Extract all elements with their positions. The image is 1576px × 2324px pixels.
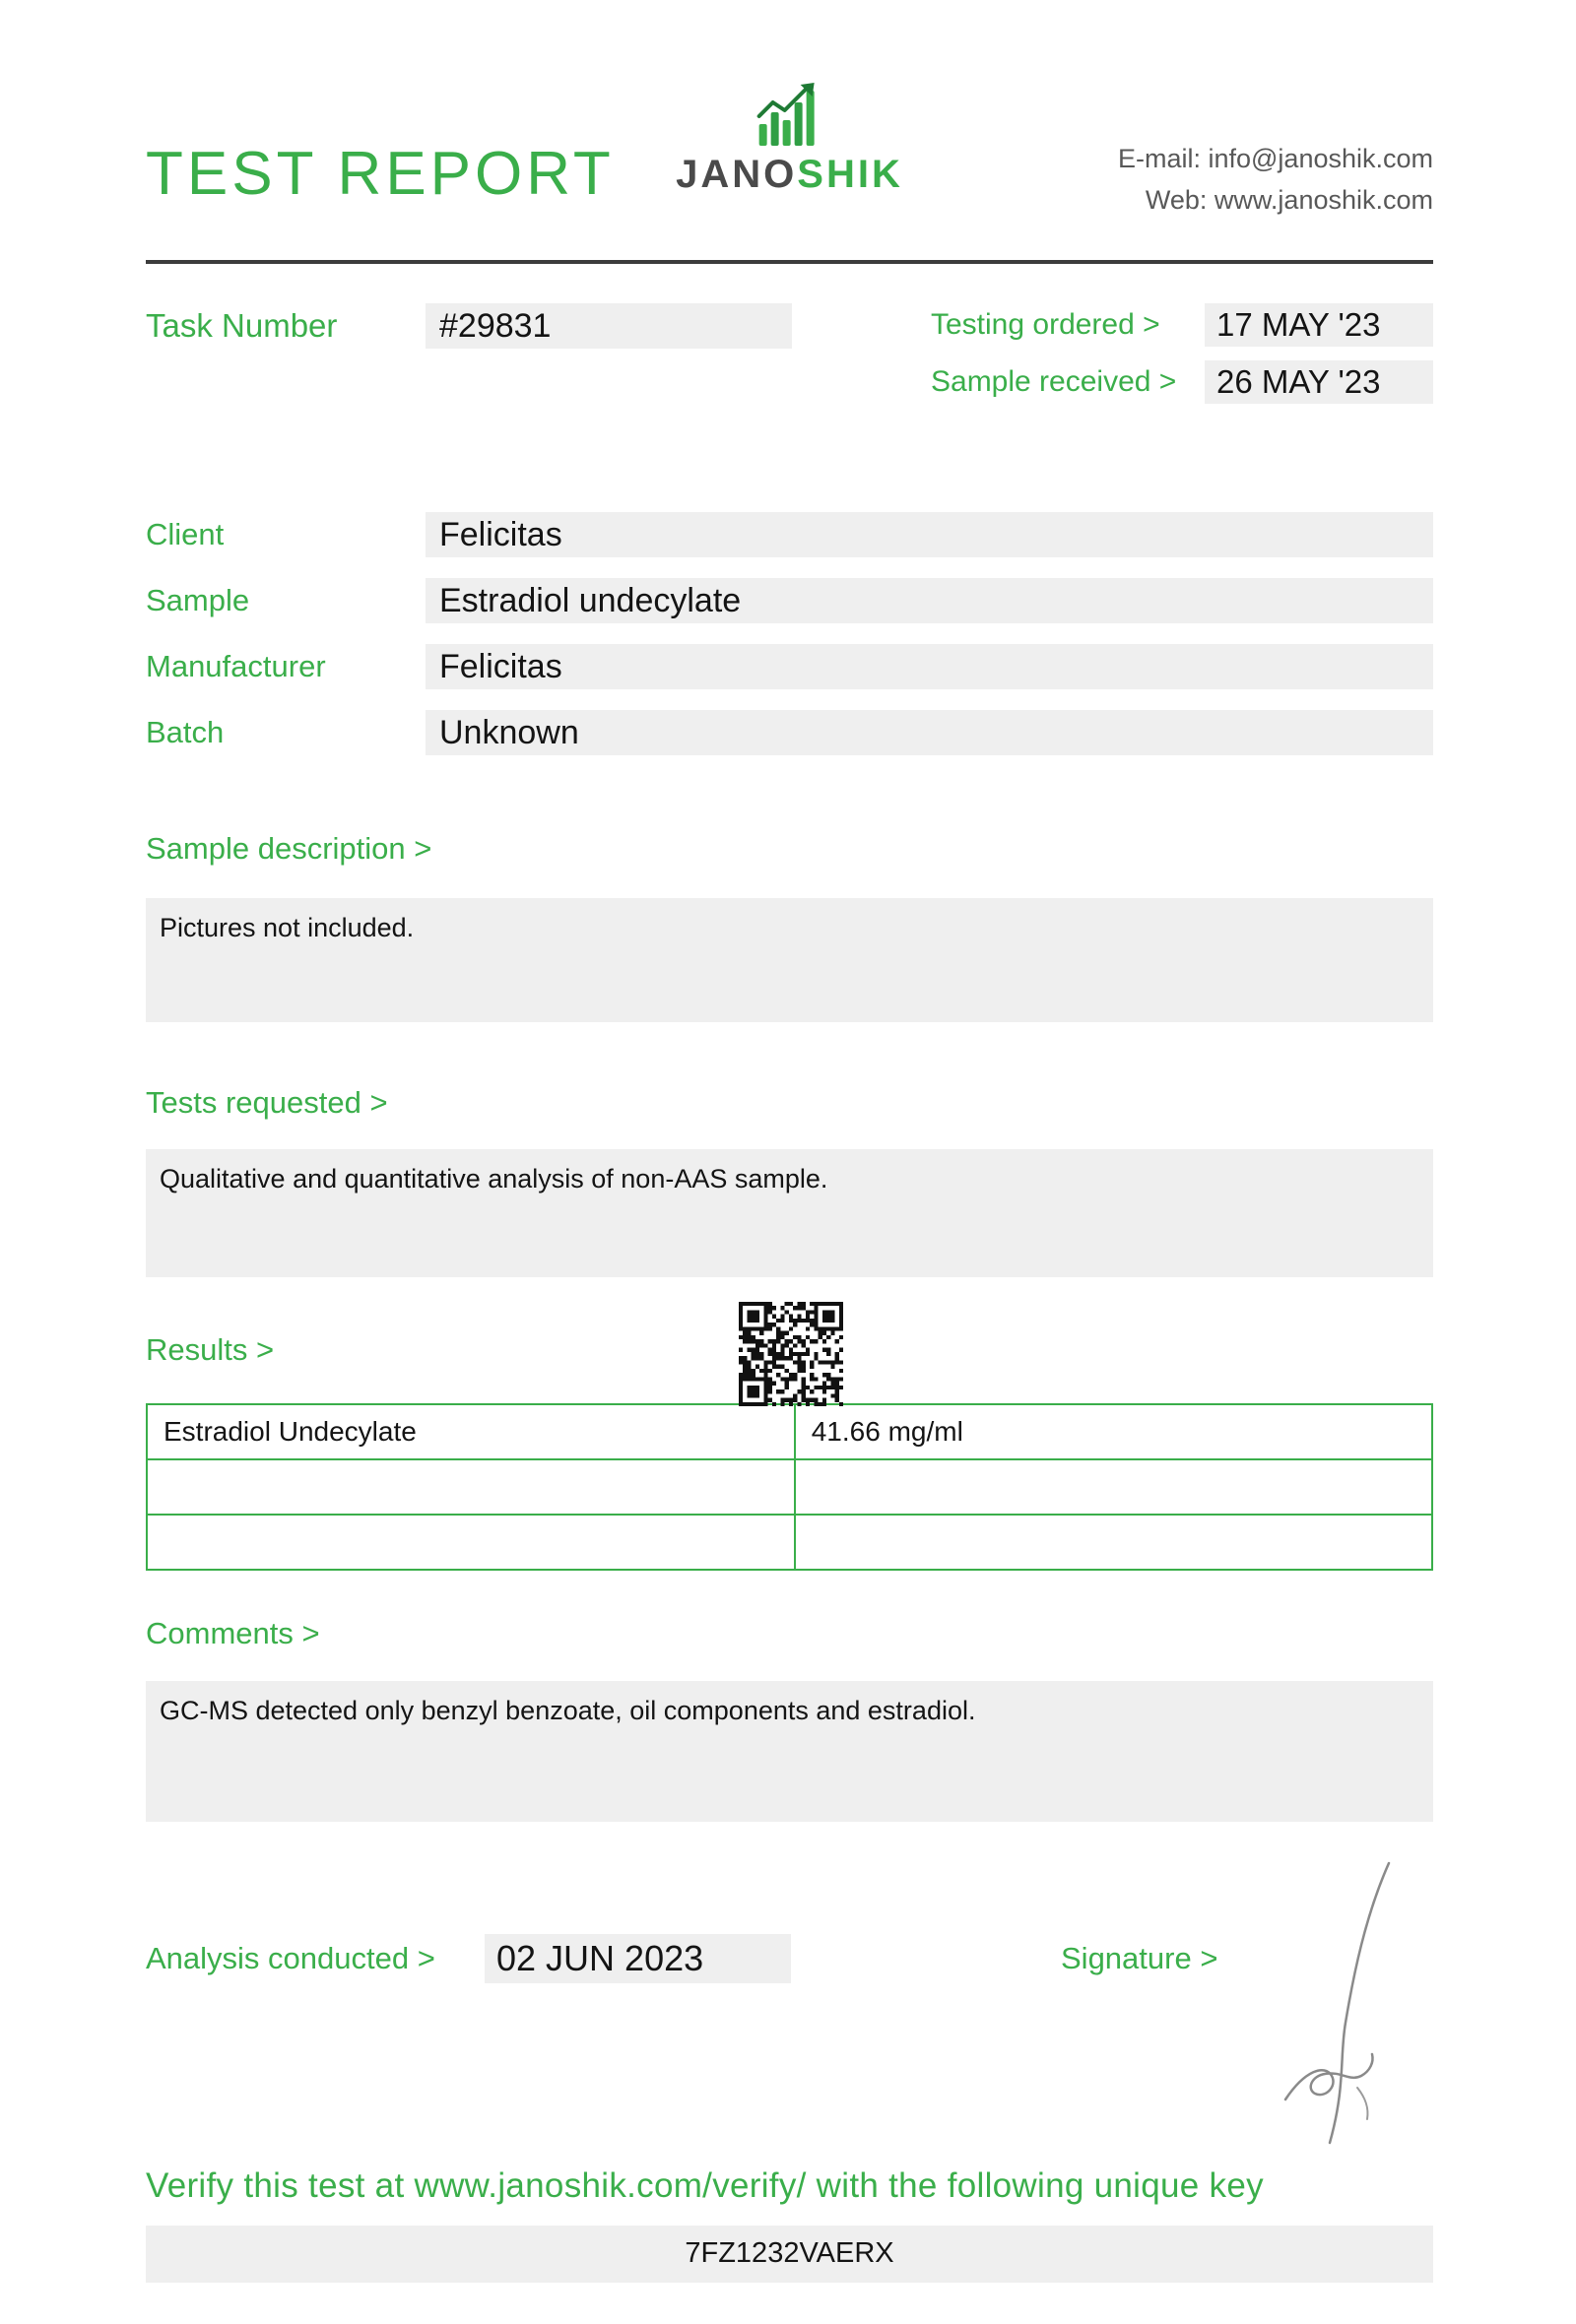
qr-code [739,1302,843,1406]
contact-info [1118,138,1433,221]
unique-key-value: 7FZ1232VAERX [685,2237,894,2270]
web-label: Web: [1145,185,1208,215]
detail-row-batch [146,710,1433,755]
testing-ordered-row [931,303,1433,347]
comments-panel [146,1681,1433,1822]
client-label: Client [146,517,225,551]
result-analyte [147,1515,795,1570]
sample-description-panel [146,898,1433,1022]
task-number-group [146,303,792,349]
result-value: 41.66 mg/ml [795,1404,1432,1459]
sample-details [146,512,1433,755]
web-value: www.janoshik.com [1214,185,1433,215]
tests-requested-panel [146,1149,1433,1277]
analysis-conducted-label: Analysis conducted > [146,1940,435,1975]
sample-received-label: Sample received > [931,365,1177,398]
sample-label: Sample [146,583,250,617]
header-divider [146,260,1433,264]
analysis-signature-row [146,1934,1433,1983]
results-row [147,1515,1432,1570]
detail-row-sample [146,578,1433,623]
comments-heading: Comments > [146,1615,320,1650]
manufacturer-value: Felicitas [426,644,1433,689]
contact-web-line [1118,179,1433,221]
sample-description-text: Pictures not included. [160,912,415,942]
logo-wordmark [676,155,903,194]
client-value: Felicitas [426,512,1433,557]
sample-description-heading: Sample description > [146,831,432,866]
result-value [795,1515,1432,1570]
sample-received-date: 26 MAY '23 [1205,360,1433,404]
sample-received-row [931,360,1433,404]
contact-email-line [1118,138,1433,179]
comments-text: GC-MS detected only benzyl benzoate, oil components and estradiol. [160,1695,976,1725]
manufacturer-label: Manufacturer [146,649,326,683]
signature-label: Signature > [1061,1940,1218,1975]
result-analyte: Estradiol Undecylate [147,1404,795,1459]
unique-key-box [146,2226,1433,2283]
results-heading: Results > [146,1332,275,1368]
tests-requested-text: Qualitative and quantitative analysis of non-AAS sample. [160,1164,828,1194]
tests-requested-heading: Tests requested > [146,1084,388,1120]
results-row [147,1404,1432,1459]
janoshik-logo [676,83,903,194]
result-analyte [147,1459,795,1515]
batch-value: Unknown [426,710,1433,755]
testing-ordered-date: 17 MAY '23 [1205,303,1433,347]
task-number-value: #29831 [426,303,792,349]
email-label: E-mail: [1117,144,1201,173]
task-number-label: Task Number [146,307,338,344]
task-section [146,303,1433,418]
results-table [146,1403,1433,1571]
report-header [146,0,1433,264]
batch-label: Batch [146,715,225,749]
analysis-date: 02 JUN 2023 [485,1934,791,1983]
logo-wordmark-jano: JANO [676,153,798,196]
sample-value: Estradiol undecylate [426,578,1433,623]
signature-image [1271,1855,1418,2151]
logo-wordmark-shik: SHIK [797,153,903,196]
page-title: TEST REPORT [146,140,615,208]
results-row [147,1459,1432,1515]
detail-row-client [146,512,1433,557]
testing-ordered-label: Testing ordered > [931,308,1160,341]
email-value: info@janoshik.com [1208,144,1433,173]
logo-bar-chart-icon [755,83,824,146]
verify-instruction: Verify this test at www.janoshik.com/verify/ with the following unique key [146,2165,1264,2205]
detail-row-manufacturer [146,644,1433,689]
dates-group [931,303,1433,418]
result-value [795,1459,1432,1515]
